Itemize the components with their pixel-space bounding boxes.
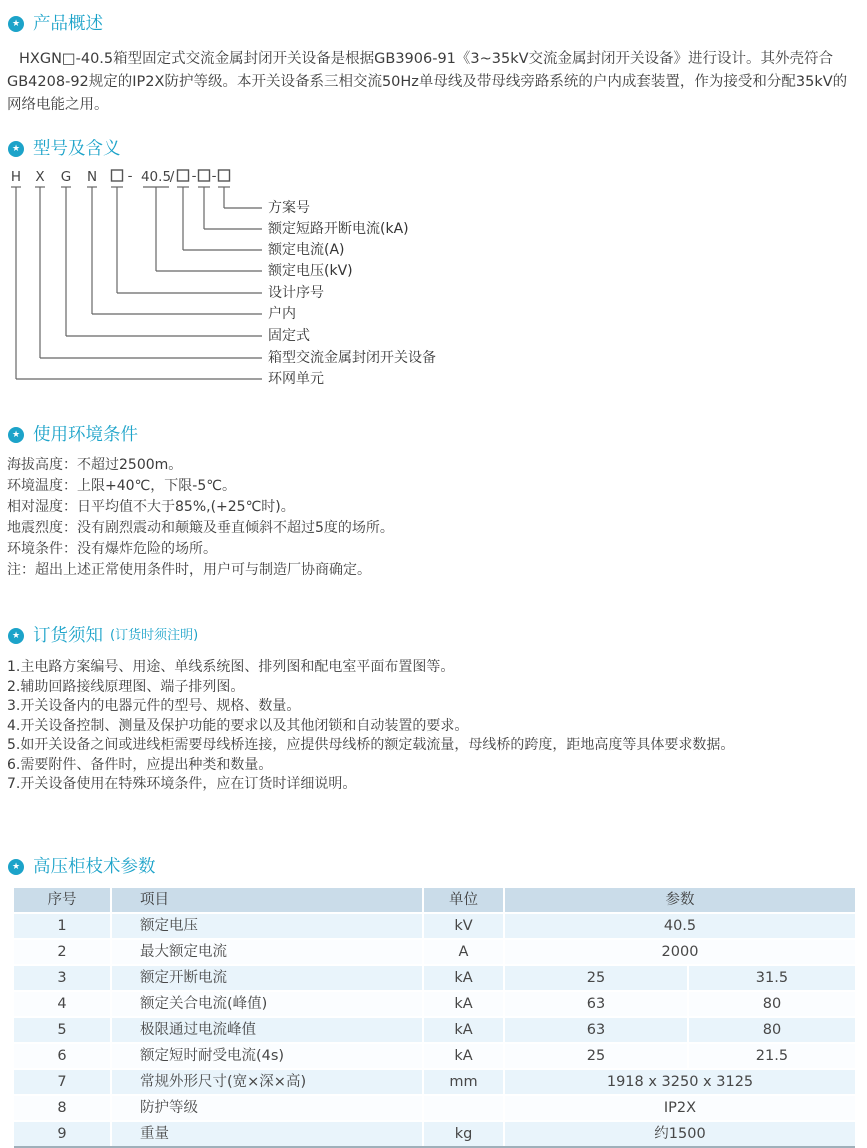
- cell-no: 1: [57, 917, 67, 934]
- param-value: 1918 x 3250 x 3125: [606, 1073, 754, 1090]
- model-connector-lines: [11, 187, 262, 379]
- col-header-param-label: 参数: [665, 891, 695, 908]
- param-value: 2000: [661, 943, 699, 960]
- model-label: 设计序号: [268, 285, 324, 301]
- model-label: 方案号: [268, 200, 310, 216]
- model-code-letter: N: [86, 169, 98, 185]
- col-header-item: 项目: [110, 888, 422, 912]
- section-heading-parameters: [8, 856, 867, 878]
- catalog-page: [0, 13, 867, 1143]
- model-code-voltage: 40.5: [140, 169, 172, 185]
- model-label: 额定短路开断电流(kA): [268, 221, 409, 237]
- cell-param: [503, 914, 855, 938]
- section-heading-model: [8, 138, 867, 160]
- model-code-letter: X: [35, 169, 45, 185]
- cell-unit: kg: [422, 1122, 503, 1146]
- environment-line: 相对湿度：日平均值不大于85%,(+25℃时)。: [7, 499, 295, 515]
- section-title: 产品概述: [33, 14, 103, 34]
- cell-param: [503, 992, 855, 1016]
- param-value: 21.5: [687, 1044, 855, 1068]
- model-code-dash: -: [191, 168, 197, 184]
- model-code-letter: H: [10, 169, 22, 185]
- model-label: 额定电流(A): [268, 242, 345, 258]
- cell-item: 防护等级: [110, 1096, 422, 1120]
- model-label: 户内: [268, 306, 296, 322]
- ordering-item: 4.开关设备控制、测量及保护功能的要求以及其他闭锁和自动装置的要求。: [7, 717, 469, 734]
- cell-no: 7: [57, 1073, 67, 1090]
- cell-param: [503, 940, 855, 964]
- cell-param: [503, 1018, 855, 1042]
- section-heading-environment: [8, 424, 867, 446]
- param-value: 25: [586, 969, 606, 986]
- param-value: 63: [586, 995, 606, 1012]
- cell-unit: [422, 1096, 503, 1120]
- model-placeholder-box: [178, 170, 189, 181]
- section-bullet-icon: ★: [8, 427, 24, 443]
- section-title: 订货须知: [33, 626, 103, 646]
- cell-item: 重量: [110, 1122, 422, 1146]
- table-row: [14, 1094, 855, 1120]
- cell-no: 4: [57, 995, 67, 1012]
- ordering-item: 6.需要附件、备件时，应提出种类和数量。: [7, 756, 273, 773]
- section-heading-ordering: [8, 625, 867, 647]
- cell-param: [503, 1122, 855, 1146]
- section-bullet-icon: ★: [8, 141, 24, 157]
- cell-unit: kA: [422, 1018, 503, 1042]
- cell-unit: mm: [422, 1070, 503, 1094]
- param-value: 31.5: [687, 966, 855, 990]
- cell-no: 2: [57, 943, 67, 960]
- section-heading-overview: [8, 13, 867, 35]
- environment-line: 注：超出上述正常使用条件时，用户可与制造厂协商确定。: [7, 562, 371, 578]
- ordering-item: 1.主电路方案编号、用途、单线系统图、排列图和配电室平面布置图等。: [7, 659, 455, 675]
- col-header-param: [503, 888, 855, 912]
- cell-unit: kA: [422, 992, 503, 1016]
- section-title: 型号及含义: [33, 139, 121, 159]
- param-value: IP2X: [663, 1099, 697, 1116]
- section-title: 使用环境条件: [33, 425, 138, 445]
- cell-item: 额定开断电流: [110, 966, 422, 990]
- section-subtitle: (订货时须注明): [110, 628, 199, 643]
- param-value: 80: [687, 1018, 855, 1042]
- cell-unit: A: [422, 940, 503, 964]
- parameters-table: [14, 888, 855, 1148]
- ordering-notes-list: [0, 658, 867, 795]
- cell-unit: kA: [422, 1044, 503, 1068]
- table-row: [14, 990, 855, 1016]
- cell-item: 最大额定电流: [110, 940, 422, 964]
- cell-item: 常规外形尺寸(宽×深×高): [110, 1070, 422, 1094]
- ordering-item: 7.开关设备使用在特殊环境条件，应在订货时详细说明。: [7, 776, 357, 792]
- model-code-row: [11, 168, 230, 185]
- param-value: 40.5: [663, 917, 697, 934]
- table-header-row: [14, 888, 855, 912]
- cell-unit: kV: [422, 914, 503, 938]
- ordering-item: 2.辅助回路接线原理图、端子排列图。: [7, 678, 245, 695]
- ordering-item: 5.如开关设备之间或进线柜需要母线桥连接，应提供母线桥的额定载流量，母线桥的跨度，距地高度等具体要求数据。: [7, 737, 735, 753]
- cell-unit: kA: [422, 966, 503, 990]
- param-value: 80: [687, 992, 855, 1016]
- param-value: 63: [586, 1021, 606, 1038]
- table-row: [14, 1042, 855, 1068]
- cell-item: 极限通过电流峰值: [110, 1018, 422, 1042]
- cell-no: 3: [57, 969, 67, 986]
- cell-no: 5: [57, 1021, 67, 1038]
- cell-param: [503, 1096, 855, 1120]
- table-row: [14, 964, 855, 990]
- cell-no: 9: [57, 1125, 67, 1142]
- cell-param: [503, 966, 855, 990]
- col-header-unit: 单位: [422, 888, 503, 912]
- model-label: 额定电压(kV): [268, 263, 353, 279]
- environment-line: 海拔高度：不超过2500m。: [7, 457, 183, 473]
- table-row: [14, 1120, 855, 1146]
- cell-param: [503, 1070, 855, 1094]
- table-row: [14, 912, 855, 938]
- col-header-no: 序号: [47, 891, 77, 908]
- model-code-letter: G: [60, 169, 72, 185]
- cell-item: 额定关合电流(峰值): [110, 992, 422, 1016]
- section-bullet-icon: ★: [8, 859, 24, 875]
- cell-no: 8: [57, 1099, 67, 1116]
- model-designation-diagram: [0, 164, 867, 397]
- environment-line: 地震烈度：没有剧烈震动和颠簸及垂直倾斜不超过5度的场所。: [7, 520, 394, 536]
- model-code-dash: -: [127, 168, 133, 184]
- environment-line: 环境温度：上限+40℃，下限-5℃。: [7, 478, 236, 494]
- cell-param: [503, 1044, 855, 1068]
- cell-item: 额定短时耐受电流(4s): [110, 1044, 422, 1068]
- section-bullet-icon: ★: [8, 16, 24, 32]
- section-bullet-icon: ★: [8, 628, 24, 644]
- model-label: 固定式: [268, 328, 310, 344]
- environment-conditions-list: [0, 455, 867, 581]
- table-row: [14, 938, 855, 964]
- section-title: 高压柜枝术参数: [33, 856, 156, 877]
- model-label: 环网单元: [268, 371, 324, 387]
- ordering-item: 3.开关设备内的电器元件的型号、规格、数量。: [7, 698, 301, 714]
- model-label: 箱型交流金属封闭开关设备: [268, 350, 436, 366]
- table-row: [14, 1016, 855, 1042]
- cell-item: 额定电压: [110, 914, 422, 938]
- model-labels: [268, 200, 436, 387]
- param-value: 25: [586, 1047, 606, 1064]
- model-placeholder-box: [199, 170, 210, 181]
- model-diagram-svg: [0, 164, 500, 397]
- overview-paragraph: HXGN□-40.5箱型固定式交流金属封闭开关设备是根据GB3906-91《3~35kV交流金属封闭开关设备》进行设计。其外壳符合GB4208-92规定的IP2X防护等级。本开关设备系三相交流50Hz单母线及带母线旁路系统的户内成套装置，作为接受和分配35kV的网络电能之用。: [7, 51, 848, 113]
- model-placeholder-box: [219, 170, 230, 181]
- cell-no: 6: [57, 1047, 67, 1064]
- environment-line: 环境条件：没有爆炸危险的场所。: [7, 541, 217, 557]
- table-row: [14, 1068, 855, 1094]
- model-code-slash: /: [169, 169, 175, 185]
- param-value: 约1500: [654, 1125, 706, 1142]
- model-placeholder-box: [112, 170, 123, 181]
- model-code-dash: -: [211, 168, 217, 184]
